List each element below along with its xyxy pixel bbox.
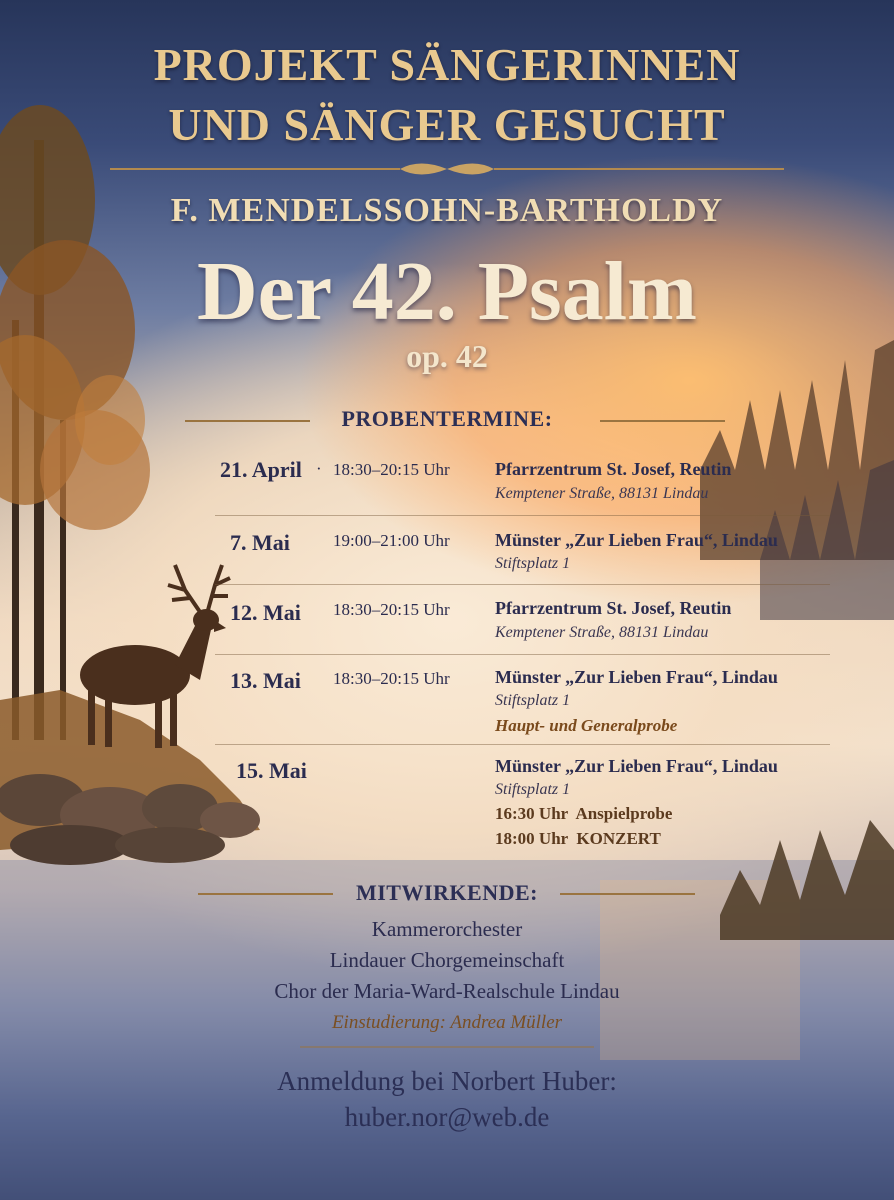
rehearsal-address: Kemptener Straße, 88131 Lindau [495,485,709,502]
headline-line-2: UND SÄNGER GESUCHT [168,99,726,150]
footer-rule [300,1046,594,1048]
row-divider [215,584,830,585]
rehearsal-date: 21. April [220,457,302,482]
rehearsal-time: 18:30–20:15 Uhr [333,460,450,479]
rehearsal-date: 12. Mai [230,600,301,625]
rehearsals-heading: PROBENTERMINE: [341,406,553,431]
contact-line: Anmeldung bei Norbert Huber: [277,1066,617,1096]
schedule-item: 18:00 Uhr KONZERT [495,829,661,848]
performer-ensemble: Kammerorchester [371,917,523,941]
rehearsal-venue: Münster „Zur Lieben Frau“, Lindau [495,667,778,687]
work-title: Der 42. Psalm [196,245,698,338]
rehearsal-time: 19:00–21:00 Uhr [333,531,450,550]
rehearsal-address: Stiftsplatz 1 [495,692,571,709]
rehearsal-time: 18:30–20:15 Uhr [333,600,450,619]
date-separator: · [316,459,322,478]
rehearsal-venue: Münster „Zur Lieben Frau“, Lindau [495,530,778,550]
rehearsal-address: Stiftsplatz 1 [495,781,571,798]
schedule-item: 16:30 Uhr Anspielprobe [495,804,673,823]
rehearsal-venue: Pfarrzentrum St. Josef, Reutin [495,598,732,618]
rehearsal-address: Kemptener Straße, 88131 Lindau [495,624,709,641]
rehearsal-date: 7. Mai [230,530,290,555]
row-divider [215,515,830,516]
performer-ensemble: Chor der Maria-Ward-Realschule Lindau [274,979,620,1003]
rehearsal-date: 13. Mai [230,668,301,693]
performer-ensemble: Lindauer Chorgemeinschaft [329,948,565,972]
ornament-divider [110,164,784,175]
performers-heading: MITWIRKENDE: [355,880,538,905]
rehearsal-note: Haupt- und Generalprobe [495,716,678,735]
composer-name: F. MENDELSSOHN-BARTHOLDY [170,192,724,229]
rehearsal-time: 18:30–20:15 Uhr [333,669,450,688]
headline-line-1: PROJEKT SÄNGERINNEN [153,39,741,90]
contact-email[interactable]: huber.nor@web.de [344,1102,550,1132]
row-divider [215,654,830,655]
rehearsal-address: Stiftsplatz 1 [495,555,571,572]
opus-number: op. 42 [406,338,488,374]
rehearsal-venue: Münster „Zur Lieben Frau“, Lindau [495,756,778,776]
director-credit: Einstudierung: Andrea Müller [331,1012,563,1033]
rehearsal-venue: Pfarrzentrum St. Josef, Reutin [495,459,732,479]
row-divider [215,744,830,745]
rehearsal-date: 15. Mai [236,758,307,783]
